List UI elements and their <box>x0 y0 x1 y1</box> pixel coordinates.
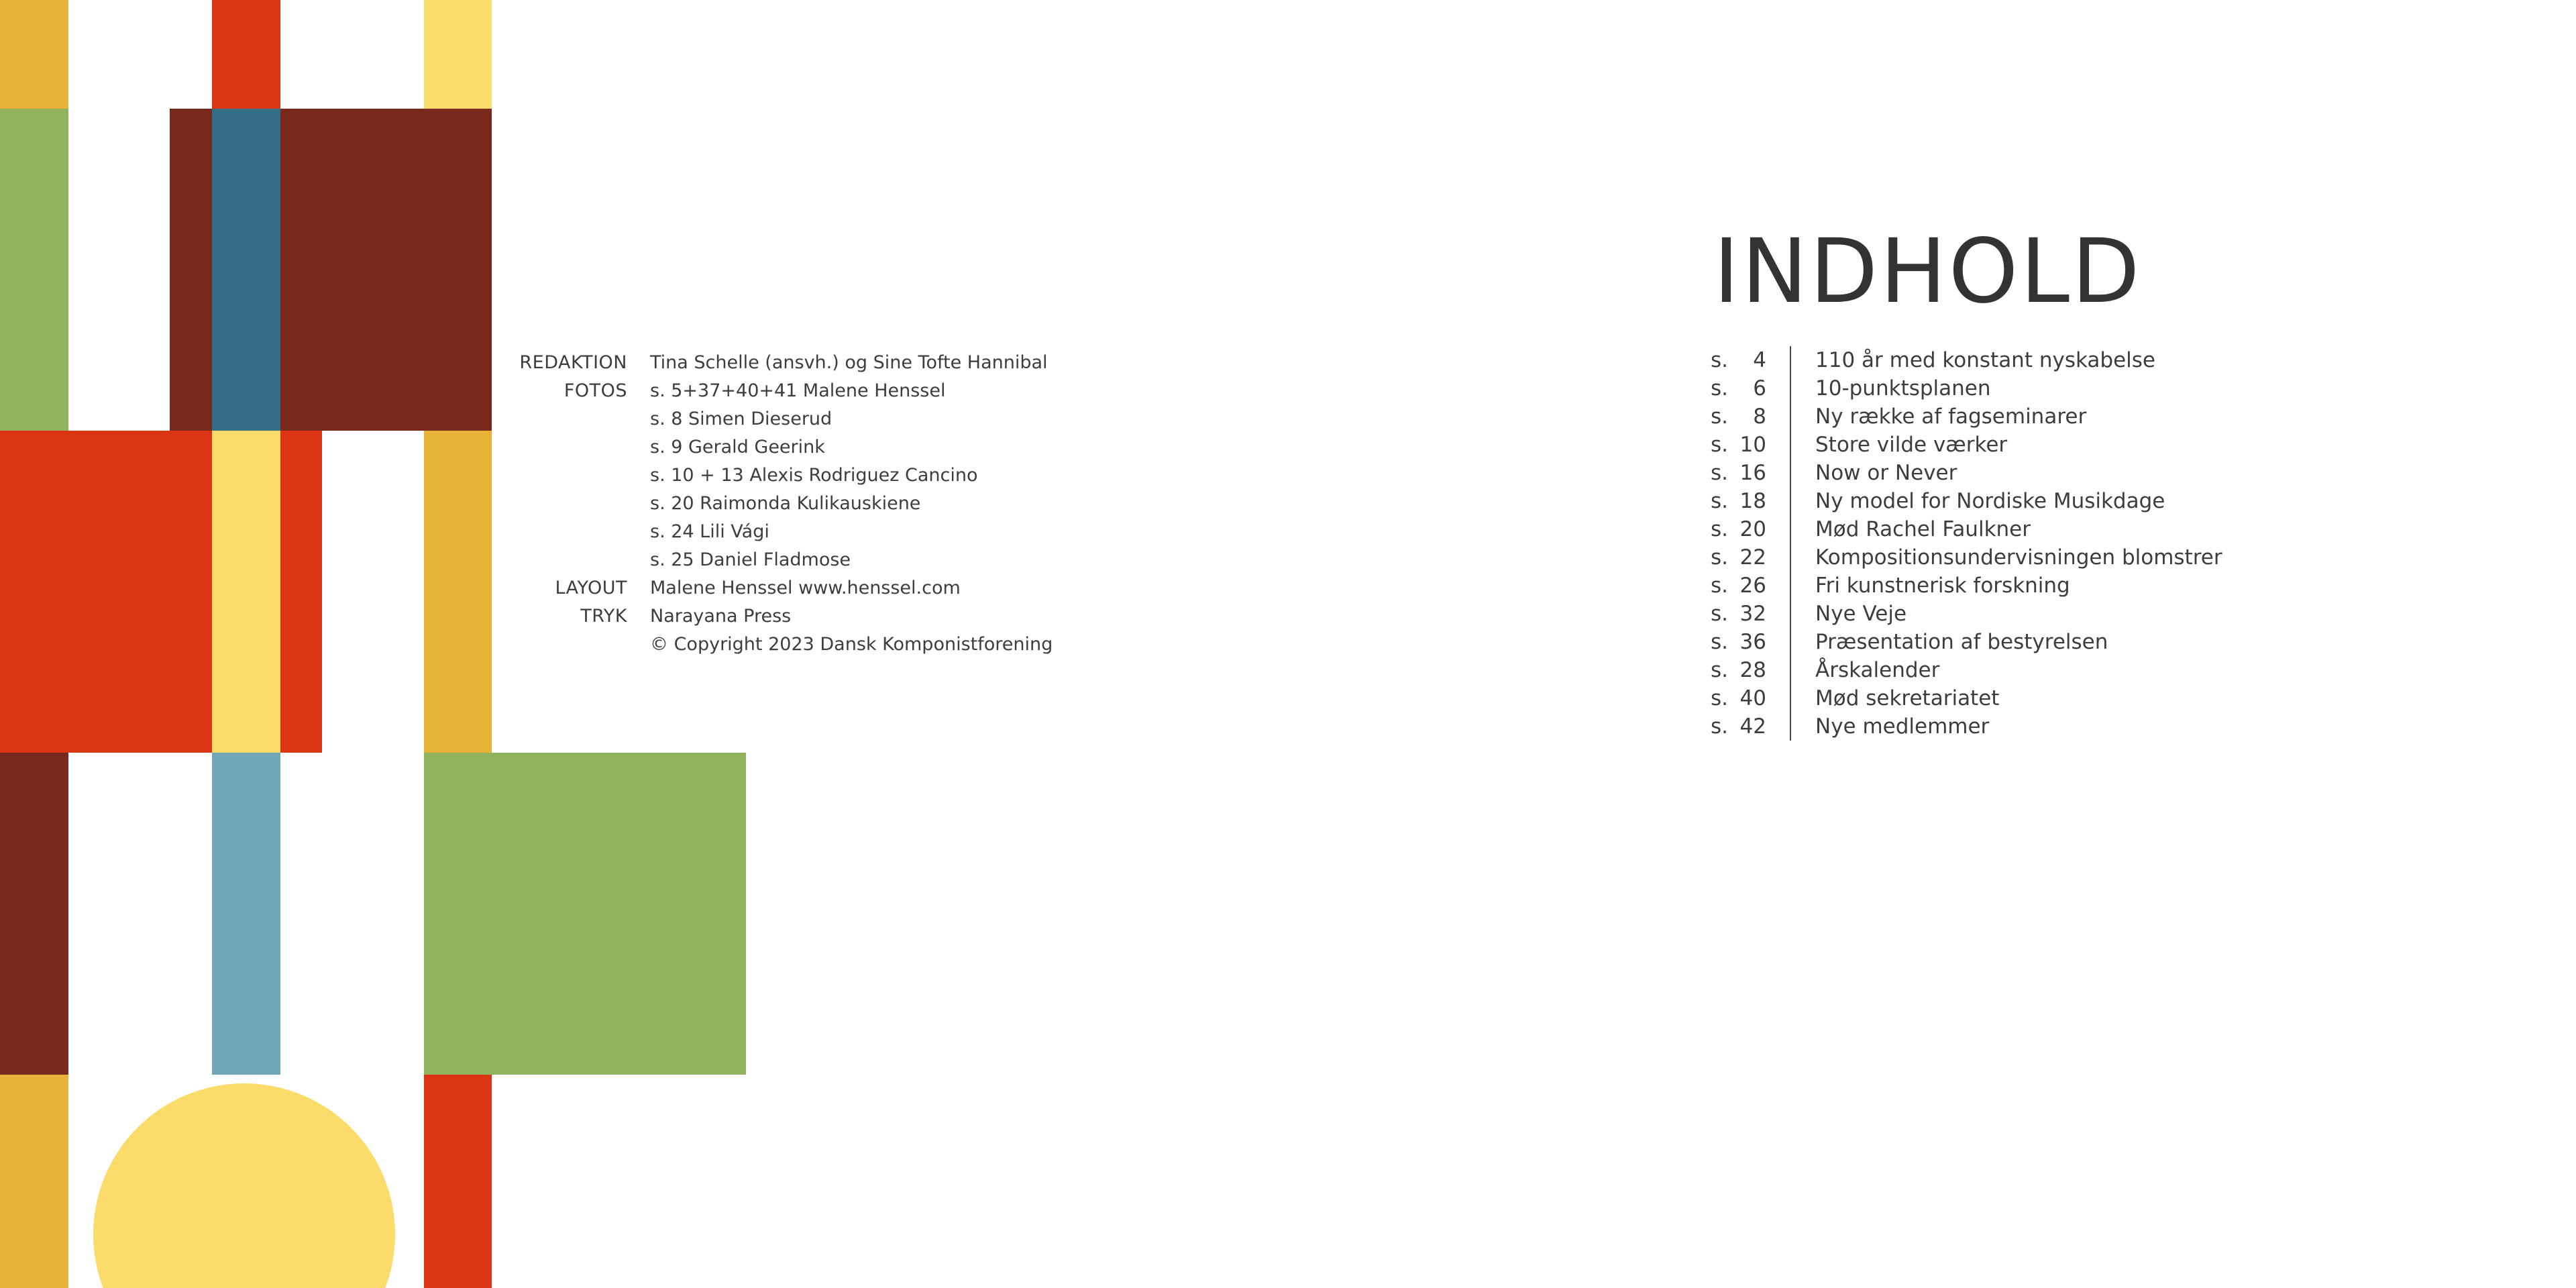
page-prefix: s. <box>1711 602 1729 626</box>
toc-entry-title: Årskalender <box>1815 658 1940 682</box>
toc-entry-title: Ny række af fagseminarer <box>1815 405 2087 429</box>
colophon-label: LAYOUT <box>555 578 627 598</box>
toc-entry-title: 110 år med konstant nyskabelse <box>1815 348 2155 372</box>
colophon-row <box>510 546 1053 574</box>
page-number: 22 <box>1739 545 1766 570</box>
page-prefix: s. <box>1711 517 1729 541</box>
page-prefix: s. <box>1711 461 1729 485</box>
colophon-value: © Copyright 2023 Dansk Komponistforening <box>650 634 1053 655</box>
page-prefix: s. <box>1711 348 1729 372</box>
toc-item[interactable] <box>1711 600 2222 628</box>
divider <box>1790 515 1791 543</box>
colophon-label <box>510 433 650 462</box>
toc-page-number <box>1711 628 1766 656</box>
teal-stripe <box>212 109 280 431</box>
page-number: 42 <box>1739 714 1766 739</box>
divider <box>1790 572 1791 600</box>
toc-item[interactable] <box>1711 712 2222 741</box>
colophon-value: s. 20 Raimonda Kulikauskiene <box>650 493 921 514</box>
toc-item[interactable] <box>1711 431 2222 459</box>
toc-page-number <box>1711 487 1766 515</box>
red-stripe <box>424 1075 492 1288</box>
divider <box>1790 431 1791 459</box>
divider <box>1790 656 1791 684</box>
toc-page-number <box>1711 459 1766 487</box>
colophon-value: s. 9 Gerald Geerink <box>650 437 825 458</box>
colophon-row <box>510 518 1053 546</box>
toc-entry-title: Præsentation af bestyrelsen <box>1815 630 2108 654</box>
colophon-row <box>510 631 1053 659</box>
toc-entry-title: Ny model for Nordiske Musikdage <box>1815 489 2165 513</box>
green-block <box>424 753 746 1075</box>
page-prefix: s. <box>1711 714 1729 739</box>
toc-item[interactable] <box>1711 402 2222 431</box>
toc-page-number <box>1711 656 1766 684</box>
page-prefix: s. <box>1711 658 1729 682</box>
colophon-label <box>510 490 650 518</box>
toc-page-number <box>1711 346 1766 374</box>
colophon-label: REDAKTION <box>519 352 627 373</box>
toc-page-number <box>1711 712 1766 741</box>
colophon-row <box>510 602 1053 631</box>
divider <box>1790 684 1791 712</box>
colophon-value: s. 24 Lili Vági <box>650 521 769 542</box>
colophon-value: s. 5+37+40+41 Malene Henssel <box>650 380 946 401</box>
table-of-contents <box>1711 346 2222 741</box>
divider <box>1790 600 1791 628</box>
toc-entry-title: Nye medlemmer <box>1815 714 1990 739</box>
colophon-value: Malene Henssel www.henssel.com <box>650 578 961 598</box>
toc-page-number <box>1711 402 1766 431</box>
colophon-row <box>510 574 1053 602</box>
divider <box>1790 346 1791 374</box>
colophon-label: FOTOS <box>564 380 627 401</box>
colophon-label: TRYK <box>580 606 627 627</box>
toc-item[interactable] <box>1711 543 2222 572</box>
colophon-row <box>510 462 1053 490</box>
light-blue-stripe <box>212 753 280 1075</box>
colophon-row <box>510 349 1053 377</box>
toc-entry-title: Now or Never <box>1815 461 1957 485</box>
colophon-value: s. 25 Daniel Fladmose <box>650 549 851 570</box>
divider <box>1790 459 1791 487</box>
toc-entry-title: Mød sekretariatet <box>1815 686 2000 710</box>
colophon-label <box>510 405 650 433</box>
divider <box>1790 543 1791 572</box>
colophon-label <box>510 462 650 490</box>
toc-page-number <box>1711 600 1766 628</box>
colophon-value: s. 10 + 13 Alexis Rodriguez Cancino <box>650 465 978 486</box>
colophon-label <box>510 631 650 659</box>
pale-yellow-stripe <box>424 0 492 109</box>
divider <box>1790 402 1791 431</box>
colophon-value: Tina Schelle (ansvh.) og Sine Tofte Hannibal <box>650 352 1048 373</box>
page-number: 26 <box>1739 574 1766 598</box>
page-number: 6 <box>1753 376 1766 400</box>
page-number: 8 <box>1753 405 1766 429</box>
page-prefix: s. <box>1711 574 1729 598</box>
toc-entry-title: Kompositionsundervisningen blomstrer <box>1815 545 2222 570</box>
toc-page-number <box>1711 515 1766 543</box>
colophon <box>510 349 1053 659</box>
toc-item[interactable] <box>1711 515 2222 543</box>
pale-yellow-stripe <box>212 431 280 753</box>
page-prefix: s. <box>1711 433 1729 457</box>
page-number: 28 <box>1739 658 1766 682</box>
toc-item[interactable] <box>1711 374 2222 402</box>
mustard-block <box>0 0 68 109</box>
page-prefix: s. <box>1711 489 1729 513</box>
page-number: 16 <box>1739 461 1766 485</box>
page-number: 36 <box>1739 630 1766 654</box>
toc-page-number <box>1711 543 1766 572</box>
toc-item[interactable] <box>1711 487 2222 515</box>
page-title: INDHOLD <box>1713 220 2142 323</box>
page-prefix: s. <box>1711 405 1729 429</box>
colophon-value: Narayana Press <box>650 606 792 627</box>
red-stripe <box>212 0 280 109</box>
page-number: 18 <box>1739 489 1766 513</box>
toc-entry-title: Nye Veje <box>1815 602 1907 626</box>
toc-page-number <box>1711 431 1766 459</box>
toc-item[interactable] <box>1711 628 2222 656</box>
divider <box>1790 628 1791 656</box>
toc-page-number <box>1711 374 1766 402</box>
page-number: 4 <box>1753 348 1766 372</box>
colophon-row <box>510 433 1053 462</box>
mustard-stripe <box>0 1075 68 1288</box>
toc-item[interactable] <box>1711 572 2222 600</box>
green-stripe <box>0 109 68 431</box>
divider <box>1790 487 1791 515</box>
toc-entry-title: 10-punktsplanen <box>1815 376 1991 400</box>
toc-page-number <box>1711 684 1766 712</box>
page-number: 10 <box>1739 433 1766 457</box>
page-prefix: s. <box>1711 545 1729 570</box>
toc-entry-title: Mød Rachel Faulkner <box>1815 517 2031 541</box>
toc-item[interactable] <box>1711 346 2222 374</box>
page-number: 20 <box>1739 517 1766 541</box>
colophon-row <box>510 490 1053 518</box>
page-prefix: s. <box>1711 630 1729 654</box>
toc-entry-title: Store vilde værker <box>1815 433 2008 457</box>
toc-page-number <box>1711 572 1766 600</box>
toc-item[interactable] <box>1711 684 2222 712</box>
page-prefix: s. <box>1711 686 1729 710</box>
page-number: 40 <box>1739 686 1766 710</box>
colophon-value: s. 8 Simen Dieserud <box>650 409 833 429</box>
yellow-circle <box>93 1083 395 1288</box>
colophon-label <box>510 518 650 546</box>
colophon-row <box>510 377 1053 405</box>
divider <box>1790 374 1791 402</box>
toc-item[interactable] <box>1711 459 2222 487</box>
page-number: 32 <box>1739 602 1766 626</box>
colophon-label <box>510 546 650 574</box>
toc-item[interactable] <box>1711 656 2222 684</box>
colophon-row <box>510 405 1053 433</box>
page-prefix: s. <box>1711 376 1729 400</box>
brown-stripe <box>0 753 68 1075</box>
divider <box>1790 712 1791 741</box>
mustard-stripe <box>424 431 492 753</box>
toc-entry-title: Fri kunstnerisk forskning <box>1815 574 2070 598</box>
